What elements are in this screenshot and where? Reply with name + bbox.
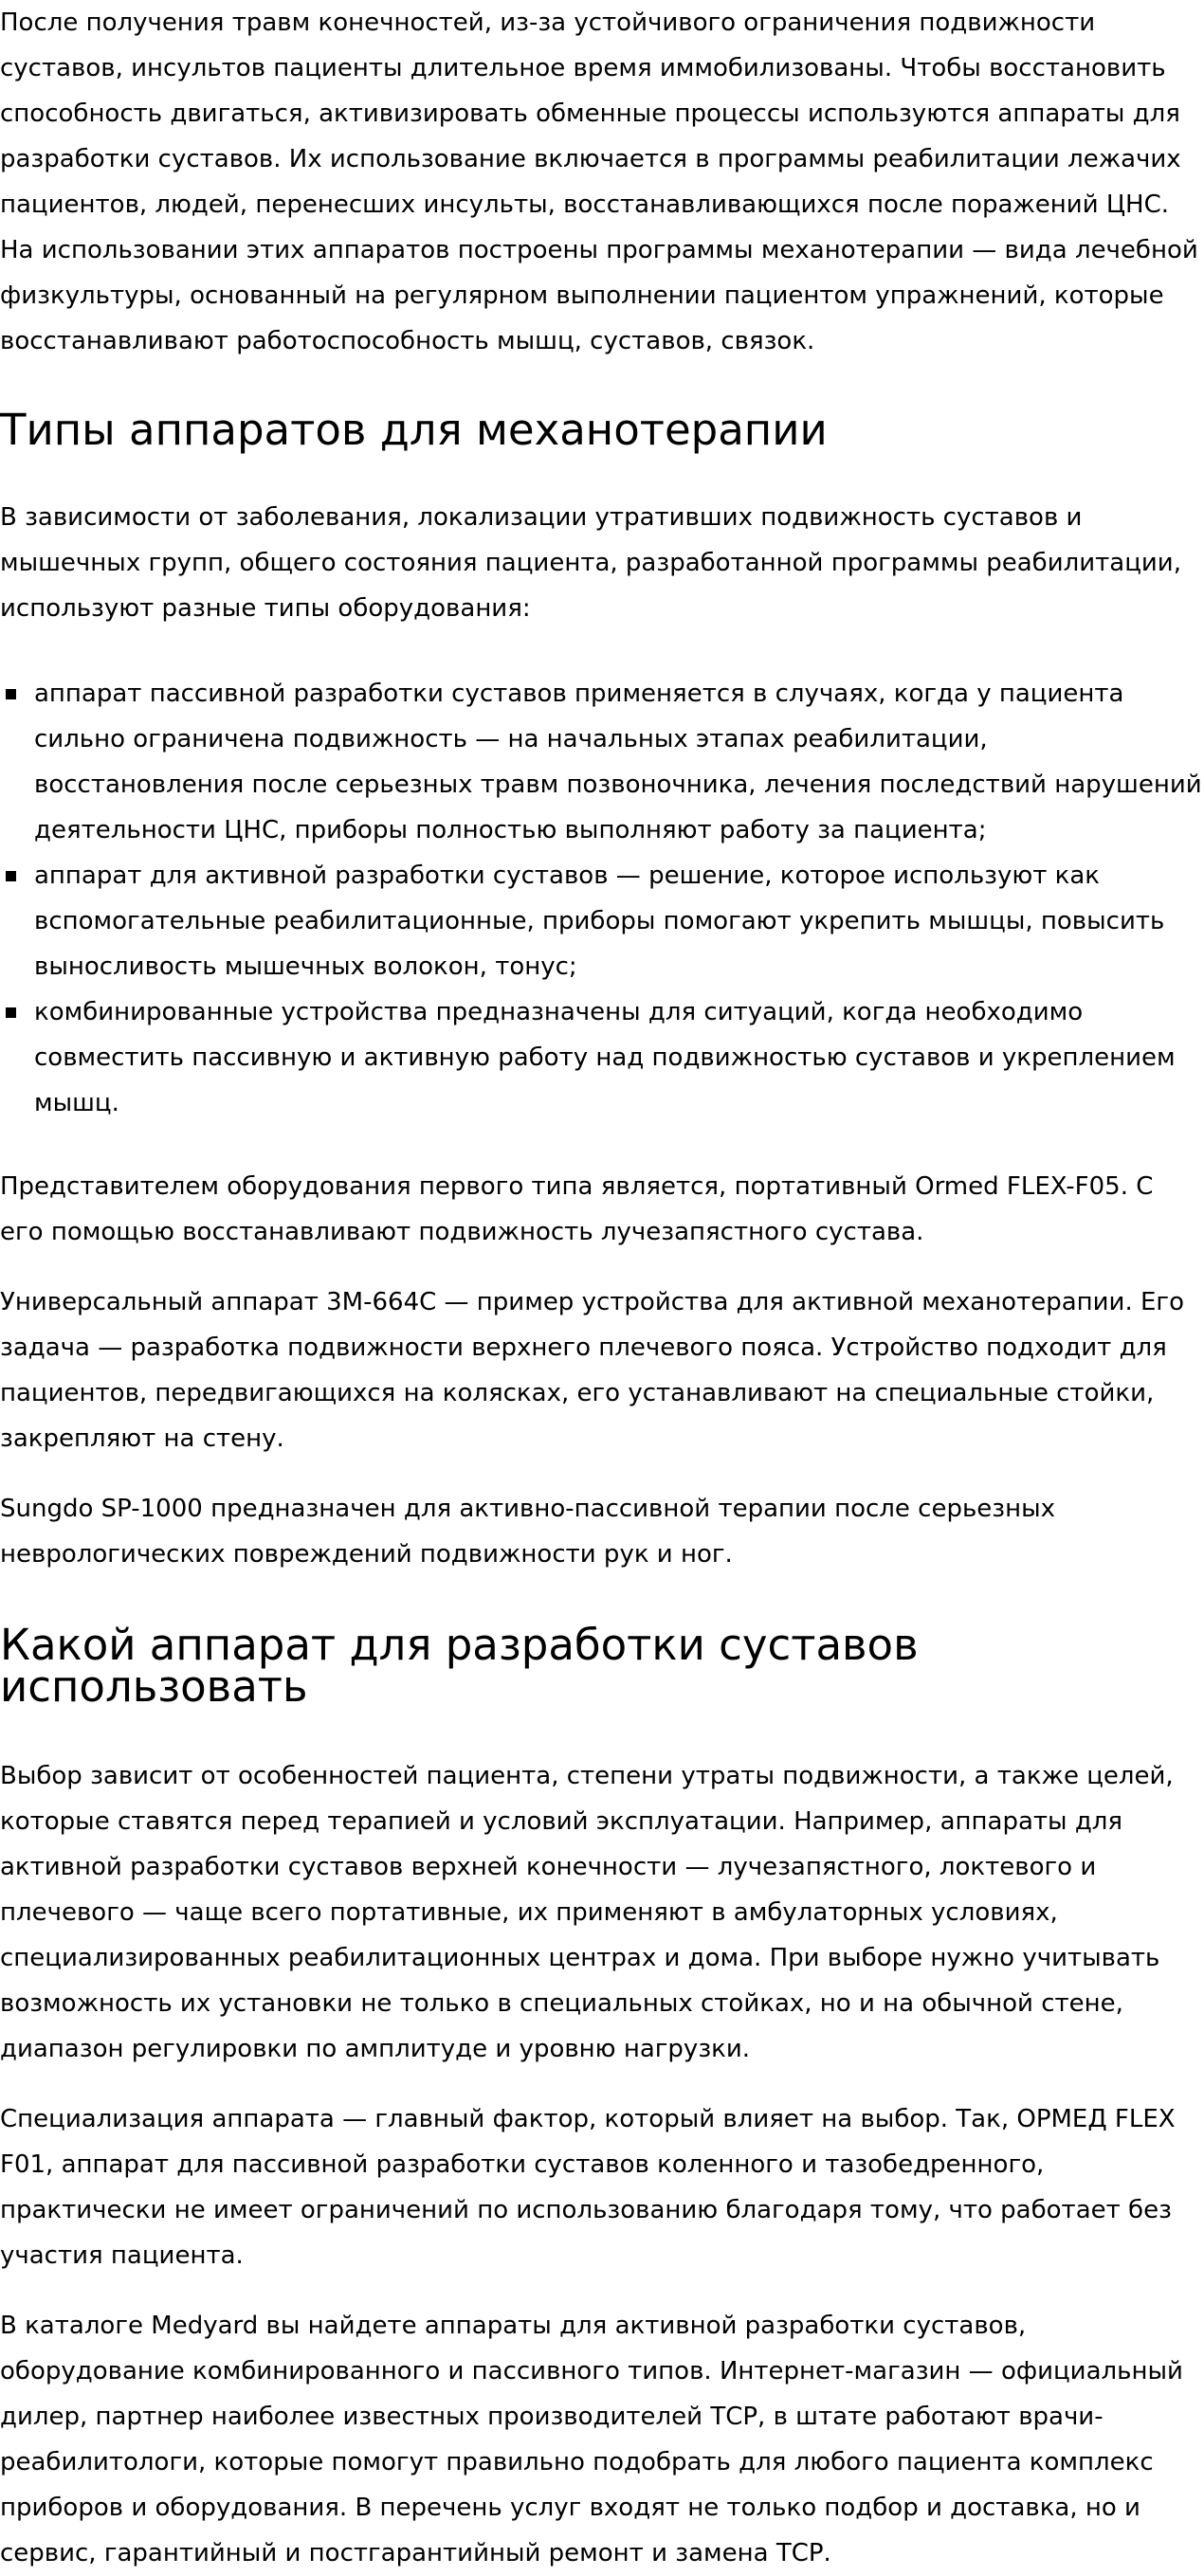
square-bullet-icon: [6, 871, 16, 881]
section-heading-which: Какой аппарат для разработки суставов использовать: [0, 1620, 919, 1712]
paragraph-catalog: В каталоге Medyard вы найдете аппараты для активной разработки суставов, оборудование комбинированного и пассивного типов. Интернет-магазин — официальный дилер, партнер наиболее известных производителей ТСР, в штате работают врачи-реабилитологи, которые помогут правильно подобрать для любого пациента комплекс приборов и оборудования. В перечень услуг входят не только подбор и доставка, но и сервис, гарантийный и постгарантийный ремонт и замена ТСР.: [0, 2312, 1183, 2567]
square-bullet-icon: [6, 1007, 16, 1018]
paragraph-choice: Выбор зависит от особенностей пациента, степени утраты подвижности, а также целей, которые ставятся перед терапией и условий эксплуатации. Например, аппараты для активной разработки суставов верхней конечности — лучезапястного, локтевого и плечевого — чаще всего портативные, их применяют в амбулаторных условиях, специализированных реабилитационных центрах и дома. При выборе нужно учитывать возможность их установки не только в специальных стойках, но и на обычной стене, диапазон регулировки по амплитуде и уровню нагрузки.: [0, 1762, 1174, 2063]
paragraph-3m-664c: Универсальный аппарат 3М-664С — пример устройства для активной механотерапии. Его задача — разработка подвижности верхнего плечевого пояса. Устройство подходит для пациентов, передвигающихся на колясках, его устанавливают на специальные стойки, закрепляют на стену.: [0, 1288, 1184, 1453]
list-item-text: аппарат для активной разработки суставов — решение, которое используют как вспомогательные реабилитационные, приборы помогают укрепить мышцы, повысить выносливость мышечных волокон, тонус;: [34, 862, 1165, 981]
list-item: [0, 671, 1204, 853]
square-bullet-icon: [6, 689, 16, 699]
paragraph-ormed-flex-f05: Представителем оборудования первого типа является, портативный Ormed FLEX-F05. С его помощью восстанавливают подвижность лучезапястного сустава.: [0, 1172, 1154, 1246]
list-item: [0, 989, 1204, 1126]
paragraph-specialization: Специализация аппарата — главный фактор, который влияет на выбор. Так, ОРМЕД FLEX F01, аппарат для пассивной разработки суставов коленного и тазобедренного, практически не имеет ограничений по использованию благодаря тому, что работает без участия пациента.: [0, 2105, 1176, 2270]
paragraph-sungdo-sp-1000: Sungdo SP-1000 предназначен для активно-пассивной терапии после серьезных неврологических повреждений подвижности рук и ног.: [0, 1495, 1056, 1569]
list-item: [0, 853, 1204, 989]
section-heading-types: Типы аппаратов для механотерапии: [0, 405, 828, 455]
equipment-types-list: [0, 671, 1204, 1126]
list-item-text: комбинированные устройства предназначены для ситуаций, когда необходимо совместить пассивную и активную работу над подвижностью суставов и укреплением мышц.: [34, 998, 1176, 1117]
intro-paragraph: После получения травм конечностей, из-за устойчивого ограничения подвижности суставов, инсультов пациенты длительное время иммобилизованы. Чтобы восстановить способность двигаться, активизировать обменные процессы используются аппараты для разработки суставов. Их использование включается в программы реабилитации лежачих пациентов, людей, перенесших инсульты, восстанавливающихся после поражений ЦНС. На использовании этих аппаратов построены программы механотерапии — вида лечебной физкультуры, основанный на регулярном выполнении пациентом упражнений, которые восстанавливают работоспособность мышц, суставов, связок.: [0, 9, 1198, 355]
types-lead-paragraph: В зависимости от заболевания, локализации утративших подвижность суставов и мышечных групп, общего состояния пациента, разработанной программы реабилитации, используют разные типы оборудования:: [0, 503, 1181, 623]
list-item-text: аппарат пассивной разработки суставов применяется в случаях, когда у пациента сильно ограничена подвижность — на начальных этапах реабилитации, восстановления после серьезных травм позвоночника, лечения последствий нарушений деятельности ЦНС, приборы полностью выполняют работу за пациента;: [34, 680, 1202, 844]
